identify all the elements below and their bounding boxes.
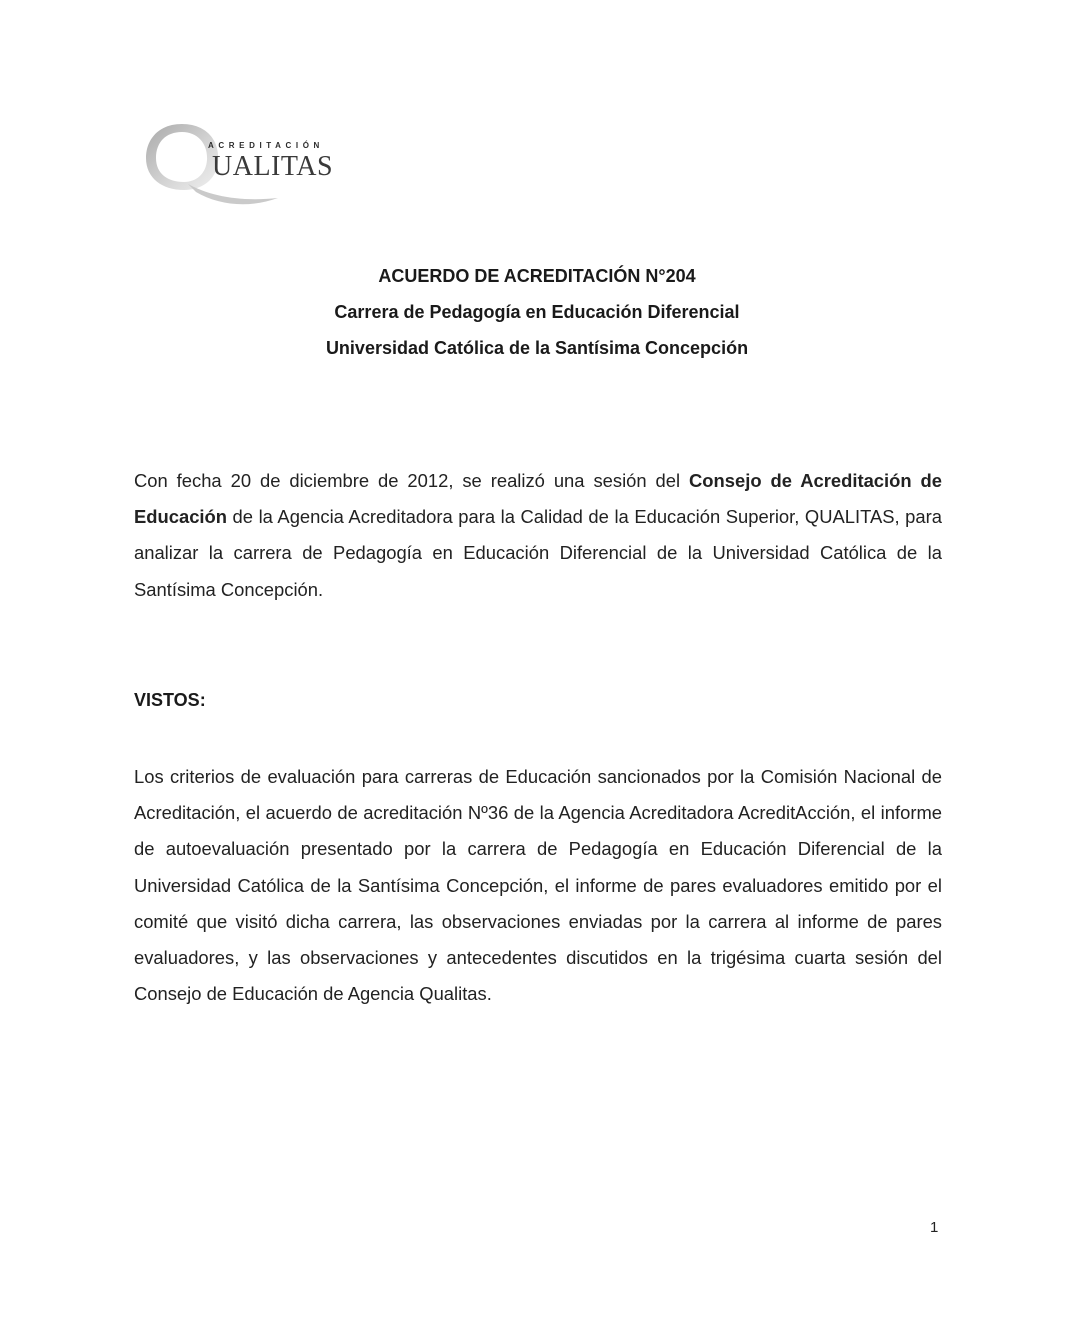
career-name: Carrera de Pedagogía en Educación Diferencial xyxy=(334,302,740,322)
intro-paragraph xyxy=(134,463,942,608)
vistos-heading: VISTOS: xyxy=(134,690,206,710)
logo-wordmark: UALITAS xyxy=(212,151,334,182)
qualitas-logo xyxy=(140,118,340,213)
university-name: Universidad Católica de la Santísima Concepción xyxy=(325,338,749,358)
document-title-block xyxy=(0,258,1074,366)
intro-text-end: de la Agencia Acreditadora para la Calidad de la Educación Superior, QUALITAS, para analizar la carrera de Pedagogía en Educación Diferencial de la Universidad Católica de la Santísima Concepción. xyxy=(134,506,942,600)
intro-text-start: Con fecha 20 de diciembre de 2012, se realizó una sesión del xyxy=(134,470,690,491)
logo-subtitle: ACREDITACIÓN xyxy=(208,141,324,150)
intro-council-name: Consejo de Acreditación de Educación xyxy=(134,470,942,528)
vistos-paragraph: Los criterios de evaluación para carreras de Educación sancionados por la Comisión Nacional de Acreditación, el acuerdo de acreditación Nº36 de la Agencia Acreditadora AcreditAcción, el informe de autoevaluación presentado por la carrera de Pedagogía en Educación Diferencial de la Universidad Católica de la Santísima Concepción, el informe de pares evaluadores emitido por el comité que visitó dicha carrera, las observaciones enviadas por la carrera al informe de pares evaluadores, y las observaciones y antecedentes discutidos en la trigésima cuarta sesión del Consejo de Educación de Agencia Qualitas. xyxy=(134,766,942,1005)
agreement-title: ACUERDO DE ACREDITACIÓN N°204 xyxy=(378,266,696,286)
page-number: 1 xyxy=(930,1219,939,1236)
